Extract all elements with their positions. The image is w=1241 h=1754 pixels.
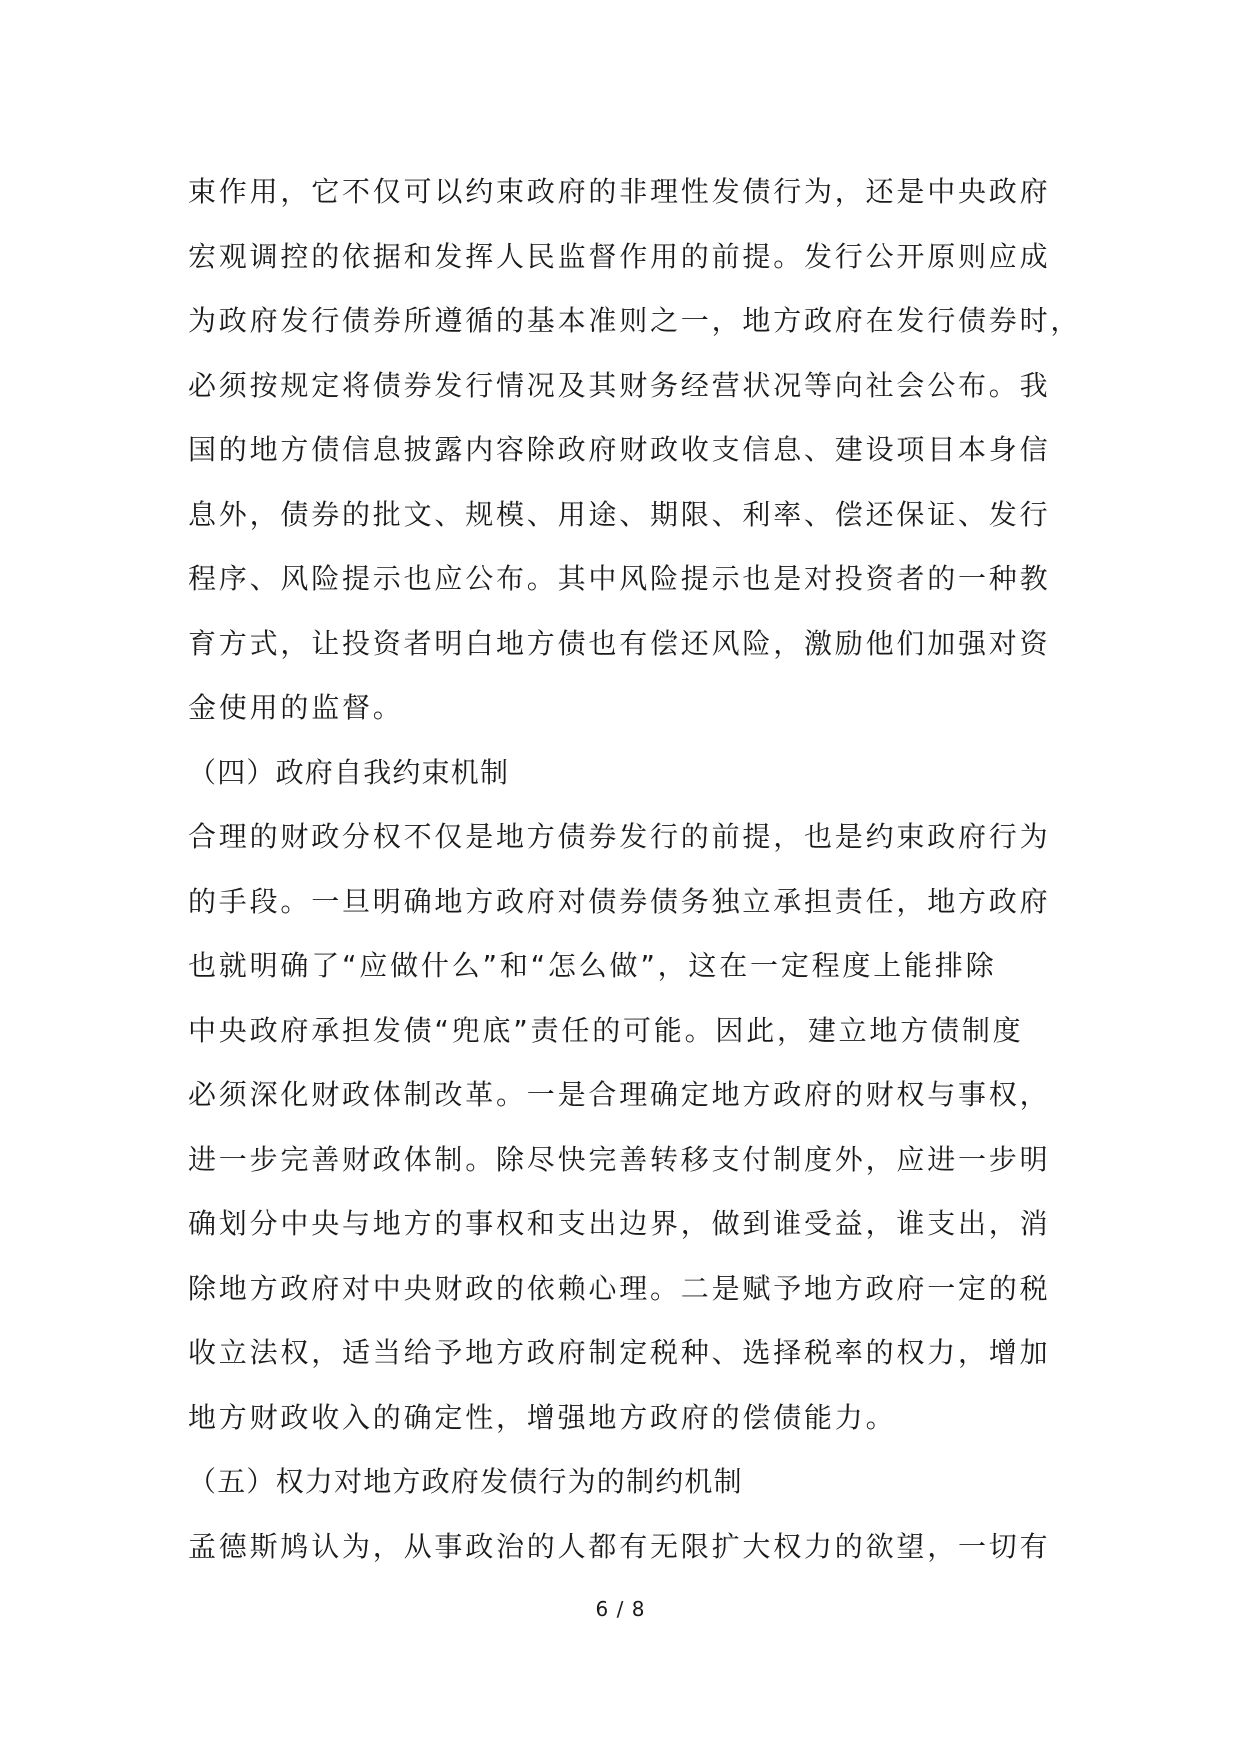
text-line: 进一步完善财政体制。除尽快完善转移支付制度外，应进一步明 — [188, 1142, 1051, 1176]
text-line: 息外，债券的批文、规模、用途、期限、利率、偿还保证、发行 — [188, 497, 1051, 531]
text-line: 宏观调控的依据和发挥人民监督作用的前提。发行公开原则应成 — [188, 239, 1051, 273]
text-line: 国的地方债信息披露内容除政府财政收支信息、建设项目本身信 — [188, 433, 1051, 466]
text-line: 金使用的监督。 — [188, 691, 404, 724]
text-line: 收立法权，适当给予地方政府制定税种、选择税率的权力，增加 — [188, 1336, 1051, 1369]
text-line: 地方财政收入的确定性，增强地方政府的偿债能力。 — [188, 1400, 897, 1434]
section-heading: （五）权力对地方政府发债行为的制约机制 — [188, 1465, 743, 1498]
page-number: 6 / 8 — [595, 1597, 646, 1621]
text-line: 也就明确了“应做什么”和“怎么做”，这在一定程度上能排除 — [188, 949, 997, 982]
body-text — [188, 160, 1088, 1579]
text-line: 为政府发行债券所遵循的基本准则之一，地方政府在发行债券时， — [188, 304, 1082, 337]
text-line: 的手段。一旦明确地方政府对债券债务独立承担责任，地方政府 — [188, 884, 1051, 918]
text-line: 合理的财政分权不仅是地方债券发行的前提，也是约束政府行为 — [188, 820, 1051, 853]
text-line: 束作用，它不仅可以约束政府的非理性发债行为，还是中央政府 — [188, 175, 1051, 208]
text-line: 必须深化财政体制改革。一是合理确定地方政府的财权与事权， — [188, 1078, 1051, 1111]
text-line: 中央政府承担发债“兜底”责任的可能。因此，建立地方债制度 — [188, 1013, 1024, 1047]
section-heading: （四）政府自我约束机制 — [188, 755, 510, 789]
text-line: 确划分中央与地方的事权和支出边界，做到谁受益，谁支出，消 — [188, 1207, 1051, 1240]
text-line: 育方式，让投资者明白地方债也有偿还风险，激励他们加强对资 — [188, 626, 1051, 660]
text-line: 必须按规定将债券发行情况及其财务经营状况等向社会公布。我 — [188, 368, 1051, 402]
text-line: 程序、风险提示也应公布。其中风险提示也是对投资者的一种教 — [188, 562, 1051, 595]
text-line: 除地方政府对中央财政的依赖心理。二是赋予地方政府一定的税 — [188, 1271, 1051, 1305]
text-line: 孟德斯鸠认为，从事政治的人都有无限扩大权力的欲望，一切有 — [188, 1529, 1051, 1563]
